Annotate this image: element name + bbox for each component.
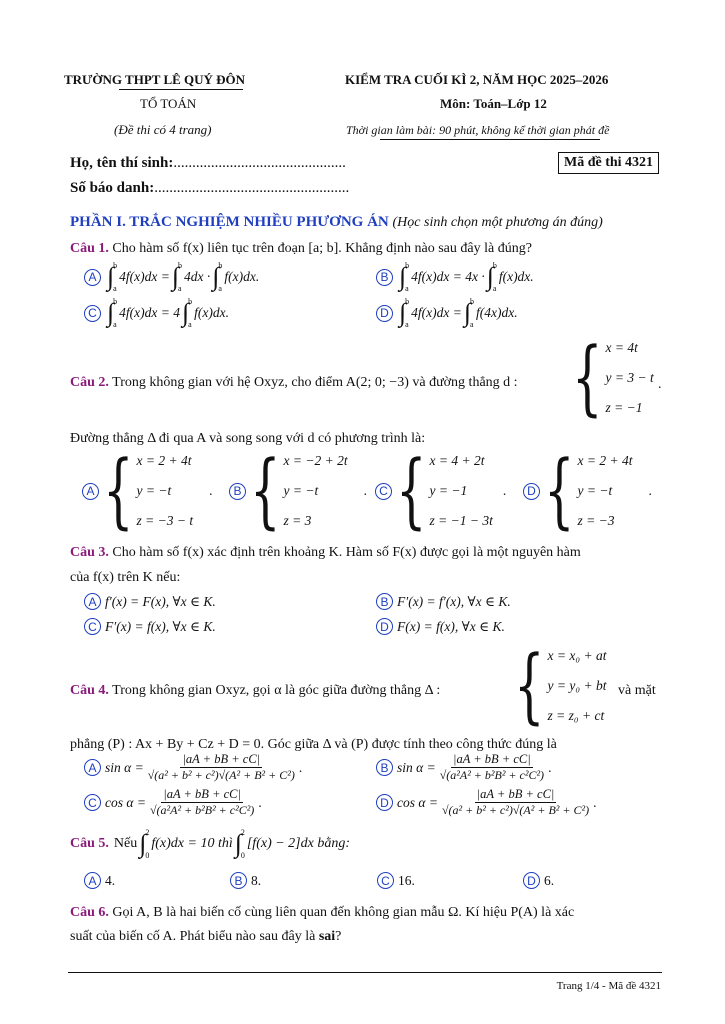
q3-number: Câu 3. [70, 545, 109, 560]
q4-option-d[interactable]: D cos α = $\frac{|aA + bB + cC|}{\text{√(a² + b² + c²)√(A² + B² + C²)}}$ . [376, 787, 596, 818]
q3-b-text: F′(x) = f′(x), ∀x ∈ K. [397, 593, 511, 609]
brace-icon: { [514, 638, 545, 734]
q2-c-x: x = 4 + 2t [429, 453, 485, 468]
q5-number: Câu 5. [70, 836, 109, 851]
q1-a-rhs: f(x)dx. [224, 269, 260, 284]
integral-sign: ∫ b a [107, 261, 118, 293]
page-footer: Trang 1/4 - Mã đề 4321 [556, 980, 661, 992]
q2-a-dot: . [209, 483, 213, 498]
q1-c-label: C [84, 305, 101, 322]
q1-a-label: A [84, 269, 101, 286]
integral-sign: ∫ b a [107, 297, 118, 329]
time-underline [380, 139, 600, 140]
q2-d-label: D [523, 483, 540, 500]
q4-tail: và mặt [618, 683, 656, 698]
q4-line-z: z = z₀ + ct [547, 708, 605, 723]
student-id-row [70, 180, 349, 197]
q4-a-fraction: $\frac{|aA + bB + cC|}{\text{√(a² + b² + c²)√(A² + B² + C²)}}$ [147, 752, 295, 782]
q2-b-dot: . [363, 483, 367, 498]
q4-c-fraction: $\frac{|aA + bB + cC|}{\text{√(a²A² + b²B² + c²C²)}}$ [149, 787, 255, 817]
q4-d-fraction: $\frac{|aA + bB + cC|}{\text{√(a² + b² + c²)√(A² + B² + C²)}}$ [441, 787, 590, 817]
q2-a-x: x = 2 + 4t [136, 453, 192, 468]
brace-icon: { [250, 443, 281, 539]
q2-d-dot: . [648, 483, 652, 498]
brace-icon: { [544, 443, 575, 539]
q4-option-c[interactable]: C cos α = $\frac{|aA + bB + cC|}{\text{√(a²A² + b²B² + c²C²)}}$ . [84, 787, 262, 818]
q5-option-c[interactable] [377, 872, 415, 889]
q2-c-dot: . [502, 483, 507, 498]
part1-note: (Học sinh chọn một phương án đúng) [392, 215, 603, 230]
q5-option-a[interactable] [84, 872, 115, 889]
q3-option-b[interactable] [376, 593, 511, 610]
q3-option-c[interactable] [84, 618, 216, 635]
brace-icon: { [396, 443, 427, 539]
q4-d-lhs: cos α = [397, 794, 438, 810]
q3-option-a[interactable] [84, 593, 216, 610]
q5-option-b[interactable] [230, 872, 261, 889]
q5-c-label: C [377, 872, 394, 889]
q2-text2: Đường thẳng Δ đi qua A và song song với d có phương trình là: [70, 431, 426, 446]
q3-c-text: F′(x) = f(x), ∀x ∈ K. [105, 618, 216, 634]
student-name-dots: .............................................. [173, 155, 346, 171]
q2-d-opt-y: y = −t [577, 483, 613, 498]
q4-line-x: x = x₀ + at [547, 648, 607, 663]
q2-a-y: y = −t [136, 483, 172, 498]
q2-text: Trong không gian với hệ Oxyz, cho điểm A(2; 0; −3) và đường thẳng d : [112, 375, 518, 390]
q1-d-lhs: 4f(x)dx = [411, 305, 462, 320]
exam-title: KIỂM TRA CUỐI KÌ 2, NĂM HỌC 2025–2026 [345, 72, 609, 87]
integral-sign: ∫ b a [399, 297, 410, 329]
q5-d-text: 6. [544, 872, 555, 888]
subject: Môn: Toán–Lớp 12 [440, 96, 547, 111]
q3-d-label: D [376, 618, 393, 635]
q5-stem [70, 828, 350, 860]
q4-b-lhs: sin α = [397, 759, 436, 775]
q3-text: Cho hàm số f(x) xác định trên khoảng K. Hàm số F(x) được gọi là một nguyên hàm [112, 545, 581, 560]
q2-line-d [572, 330, 654, 426]
q6-text2 [70, 929, 341, 945]
q4-option-b[interactable]: B sin α = $\frac{|aA + bB + cC|}{\text{√(a²A² + b²B² + c²C²)}}$ . [376, 752, 551, 783]
q4-d-label: D [376, 794, 393, 811]
q3-a-label: A [84, 593, 101, 610]
q1-c-lhs: 4f(x)dx = 4 [119, 305, 180, 320]
q6-stem [70, 905, 574, 921]
q4-a-lhs: sin α = [105, 759, 144, 775]
q1-b-rhs: f(x)dx. [498, 269, 534, 284]
q2-d-y: y = 3 − t [605, 370, 654, 385]
q1-option-d[interactable] [376, 297, 518, 329]
q2-line-d-dot: . [658, 377, 662, 392]
q4-text2: phẳng (P) : Ax + By + Cz + D = 0. Góc giữa Δ và (P) được tính theo công thức đúng là [70, 737, 557, 752]
q3-d-text: F(x) = f(x), ∀x ∈ K. [397, 618, 505, 634]
q5-pre: Nếu [113, 836, 138, 851]
q5-int1: f(x)dx = 10 thì [151, 836, 233, 851]
q1-number: Câu 1. [70, 241, 109, 256]
q5-d-label: D [523, 872, 540, 889]
q2-c-y: y = −1 [429, 483, 468, 498]
department: TỔ TOÁN [140, 96, 197, 111]
q1-option-c[interactable] [84, 297, 229, 329]
q2-b-z: z = 3 [283, 513, 312, 528]
q5-int2: [f(x) − 2]dx bằng: [246, 836, 351, 851]
q2-b-x: x = −2 + 2t [283, 453, 348, 468]
q1-b-lhs: 4f(x)dx = 4x · [411, 269, 485, 284]
q1-stem [70, 241, 532, 257]
q5-b-text: 8. [251, 872, 262, 888]
integral-sign: ∫ b a [486, 261, 497, 293]
school-name: TRƯỜNG THPT LÊ QUÝ ĐÔN [64, 72, 246, 87]
q4-b-fraction: $\frac{|aA + bB + cC|}{\text{√(a²A² + b²B² + c²C²)}}$ [439, 752, 545, 782]
q2-d-z: z = −1 [605, 400, 643, 415]
q2-c-z: z = −1 − 3t [429, 513, 493, 528]
q1-a-mid: 4dx · [183, 269, 211, 284]
q5-b-label: B [230, 872, 247, 889]
brace-icon: { [572, 330, 603, 426]
q2-number: Câu 2. [70, 375, 109, 390]
q2-a-label: A [82, 483, 99, 500]
q4-line-y: y = y₀ + bt [547, 678, 607, 693]
q5-a-text: 4. [105, 872, 116, 888]
q5-option-d[interactable] [523, 872, 554, 889]
q4-b-label: B [376, 759, 393, 776]
student-name-label: Họ, tên thí sinh: [70, 155, 174, 171]
student-name-row [70, 155, 346, 172]
q3-b-label: B [376, 593, 393, 610]
q5-c-text: 16. [398, 872, 415, 888]
q2-b-y: y = −t [283, 483, 319, 498]
q4-stem [70, 683, 440, 699]
q2-b-label: B [229, 483, 246, 500]
integral-sign: ∫ 2 0 [139, 828, 150, 860]
integral-sign: ∫ b a [181, 297, 193, 329]
school-underline [119, 89, 243, 90]
q2-stem [70, 375, 518, 391]
integral-sign: ∫ b a [212, 261, 223, 293]
pages-note: (Đề thi có 4 trang) [114, 122, 212, 137]
q4-option-a[interactable]: A sin α = $\frac{|aA + bB + cC|}{\text{√(a² + b² + c²)√(A² + B² + C²)}}$ . [84, 752, 302, 783]
part1-heading [70, 214, 603, 231]
q4-a-label: A [84, 759, 101, 776]
q6-text2-pre: suất của biến cố A. Phát biểu nào sau đây là [70, 929, 319, 944]
q2-option-c[interactable] [375, 443, 507, 539]
q4-c-label: C [84, 794, 101, 811]
integral-sign: ∫ 2 0 [234, 828, 245, 860]
q4-number: Câu 4. [70, 683, 109, 698]
q3-stem [70, 545, 581, 561]
q4-c-lhs: cos α = [105, 794, 146, 810]
q6-text2-bold: sai [318, 929, 336, 944]
q1-c-rhs: f(x)dx. [194, 305, 229, 320]
q2-option-d[interactable] [523, 443, 652, 539]
student-id-dots: .................................................... [154, 180, 350, 196]
student-id-label: Số báo danh: [70, 180, 155, 196]
integral-sign: ∫ b a [171, 261, 182, 293]
integral-sign: ∫ b a [463, 297, 474, 329]
q1-option-a[interactable] [84, 261, 259, 293]
footer-rule [68, 972, 662, 973]
q2-d-opt-z: z = −3 [577, 513, 615, 528]
q2-option-a[interactable] [82, 443, 213, 539]
q6-number: Câu 6. [70, 905, 109, 920]
time-note: Thời gian làm bài: 90 phút, không kể thời gian phát đề [346, 123, 610, 137]
q2-d-x: x = 4t [605, 340, 638, 355]
q1-b-label: B [376, 269, 393, 286]
part1-title: PHẦN I. TRẮC NGHIỆM NHIỀU PHƯƠNG ÁN [70, 214, 389, 230]
q1-a-lhs: 4f(x)dx = [119, 269, 170, 284]
q3-a-text: f′(x) = F(x), ∀x ∈ K. [105, 593, 216, 609]
q4-text: Trong không gian Oxyz, gọi α là góc giữa đường thẳng Δ : [112, 683, 441, 698]
q3-c-label: C [84, 618, 101, 635]
q4-line [514, 638, 607, 734]
q3-text2: của f(x) trên K nếu: [70, 570, 181, 585]
brace-icon: { [103, 443, 134, 539]
q1-d-rhs: f(4x)dx. [475, 305, 518, 320]
q6-text: Gọi A, B là hai biến cố cùng liên quan đến không gian mẫu Ω. Kí hiệu P(A) là xác [112, 905, 575, 920]
integral-sign: ∫ b a [399, 261, 410, 293]
q2-d-opt-x: x = 2 + 4t [577, 453, 633, 468]
q2-c-label: C [375, 483, 392, 500]
q2-a-z: z = −3 − t [136, 513, 194, 528]
exam-code-box: Mã đề thi 4321 [558, 152, 659, 174]
q3-option-d[interactable] [376, 618, 505, 635]
q6-text2-post: ? [335, 929, 342, 944]
q1-d-label: D [376, 305, 393, 322]
q2-option-b[interactable] [229, 443, 367, 539]
q1-text: Cho hàm số f(x) liên tục trên đoạn [a; b]. Khẳng định nào sau đây là đúng? [112, 241, 532, 256]
q5-a-label: A [84, 872, 101, 889]
q1-option-b[interactable] [376, 261, 534, 293]
